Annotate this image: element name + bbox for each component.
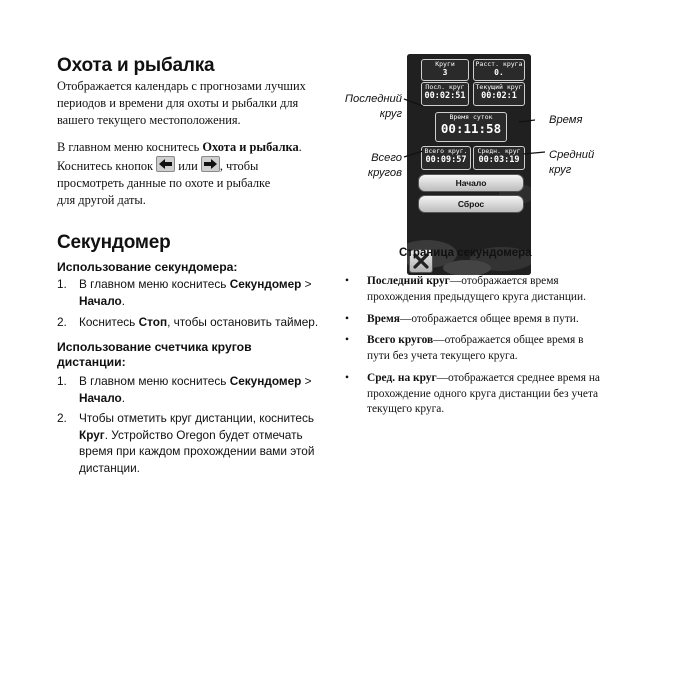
callout-line-average-lap (523, 152, 545, 154)
use-stopwatch-heading: Использование секундомера: (57, 260, 238, 274)
instr-line: Коснитесь кнопок или , чтобы (57, 156, 337, 175)
section-title-stopwatch: Секундомер (57, 232, 171, 253)
callout-last-lap: Последний круг (344, 93, 402, 120)
lap-distance-field[interactable]: Расст. круга 0. (473, 59, 525, 81)
callout-time: Время (549, 114, 583, 126)
definition-time: • Время—отображается общее время в пути. (345, 313, 579, 325)
section-title-hunting: Охота и рыбалка (57, 55, 215, 76)
use-step-1: 1. В главном меню коснитесь Секундомер > Начало. (57, 277, 312, 308)
callout-average-lap: Средний круг (549, 149, 595, 176)
total-time-field[interactable]: Время суток 00:11:58 (435, 112, 507, 142)
average-lap-field[interactable]: Средн. круг 00:03:19 (473, 146, 525, 170)
figure-caption: Страница секундомера (399, 247, 532, 259)
lap-counter-heading: Использование счетчика кругов дистанции: (57, 340, 252, 369)
reset-button[interactable]: Сброс (418, 195, 524, 213)
current-lap-field[interactable]: Текущий круг 00:02:1 (473, 82, 525, 106)
lap-step-1: 1. В главном меню коснитесь Секундомер > Начало. (57, 374, 312, 405)
instr-line: В главном меню коснитесь Охота и рыбалка. (57, 140, 302, 154)
use-step-2: 2. Коснитесь Стоп, чтобы остановить таймер. (57, 315, 319, 329)
lap-step-2: 2. Чтобы отметить круг дистанции, коснитесь Круг. Устройство Oregon будет отмечать время при каждом прохождении вами этой дистанции. (57, 411, 315, 475)
intro-line: вашего текущего местоположения. (57, 113, 241, 127)
definition-last-lap: • Последний круг—отображается время прохождения предыдущего круга дистанции. (345, 275, 586, 303)
callout-line-last-lap (404, 99, 423, 106)
laps-field[interactable]: Круги 3 (421, 59, 469, 81)
hunting-instructions (57, 139, 337, 209)
start-button[interactable]: Начало (418, 174, 524, 192)
definition-total-laps: • Всего кругов—отображается общее время в пути без учета текущего круга. (345, 334, 584, 362)
callout-line-total-laps (404, 151, 423, 157)
total-laps-field[interactable]: Всего круг. 00:09:57 (421, 146, 471, 170)
arrow-right-icon (201, 156, 220, 172)
definition-average-lap: • Сред. на круг—отображается среднее время на прохождение одного круга дистанции без учета текущего круга. (345, 372, 600, 415)
arrow-left-icon (156, 156, 175, 172)
instr-line: просмотреть данные по охоте и рыбалке (57, 176, 271, 190)
intro-line: периодов и времени для охоты и рыбалки для (57, 96, 299, 110)
intro-line: Отображается календарь с прогнозами лучших (57, 79, 306, 93)
instr-line: для другой даты. (57, 193, 146, 207)
callout-lines (395, 90, 555, 170)
hunting-intro (57, 78, 306, 129)
callout-total-laps: Всего кругов (367, 152, 402, 179)
last-lap-field[interactable]: Посл. круг 00:02:51 (421, 82, 469, 106)
callout-line-time (519, 120, 535, 122)
